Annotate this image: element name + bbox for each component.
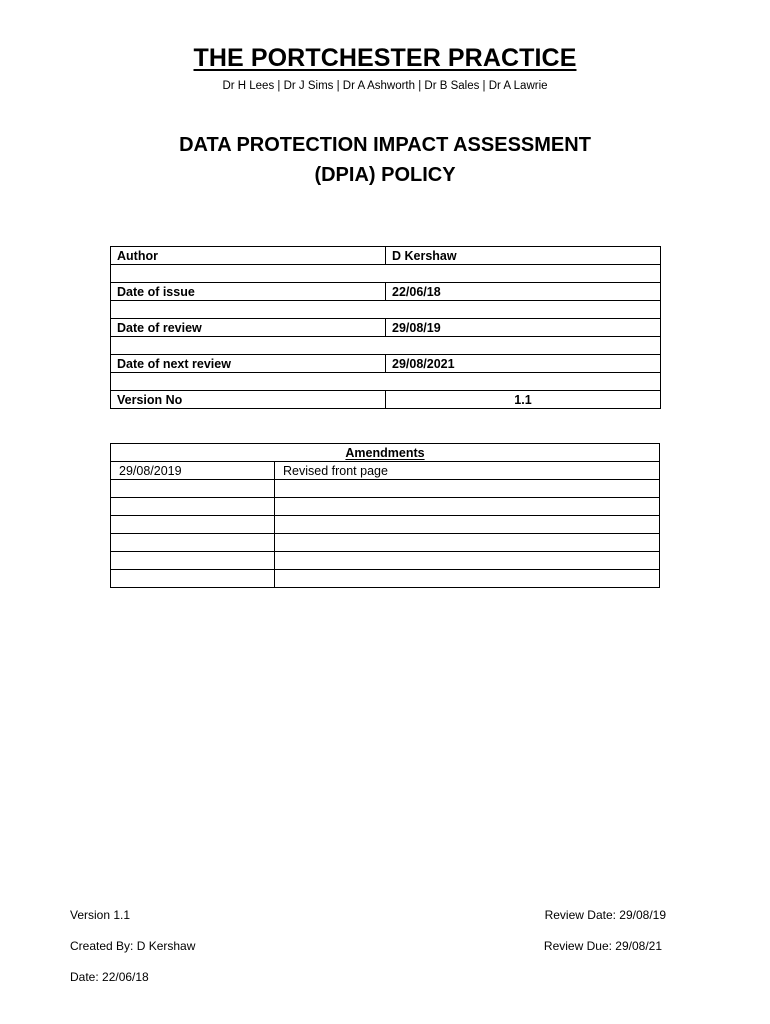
amendment-description: [275, 480, 660, 498]
spacer-row: [111, 373, 661, 391]
amendment-date: [111, 498, 275, 516]
review-date-value: 29/08/19: [386, 319, 661, 337]
amendment-description: [275, 498, 660, 516]
amendment-row: [111, 462, 660, 480]
practice-name: THE PORTCHESTER PRACTICE: [193, 44, 577, 72]
review-date-label: Date of review: [111, 319, 386, 337]
spacer-row: [111, 337, 661, 355]
amendment-date: [111, 480, 275, 498]
next-review-row: [111, 355, 661, 373]
amendments-heading: Amendments: [111, 444, 660, 462]
spacer-row: [111, 301, 661, 319]
amendment-description: [275, 570, 660, 588]
next-review-label: Date of next review: [111, 355, 386, 373]
amendment-date: [111, 570, 275, 588]
amendment-row: [111, 552, 660, 570]
author-label: Author: [111, 247, 386, 265]
amendment-row: [111, 570, 660, 588]
issue-date-row: [111, 283, 661, 301]
amendments-heading-row: [111, 444, 660, 462]
document-title-line-2: (DPIA) POLICY: [314, 164, 456, 186]
amendment-row: [111, 516, 660, 534]
amendment-date: [111, 516, 275, 534]
document-title: [0, 130, 770, 190]
amendment-row: [111, 498, 660, 516]
issue-date-label: Date of issue: [111, 283, 386, 301]
document-info-table: [110, 246, 661, 409]
issue-date-value: 22/06/18: [386, 283, 661, 301]
version-label: Version No: [111, 391, 386, 409]
amendment-date: 29/08/2019: [111, 462, 275, 480]
footer-review-due: Review Due: 29/08/21: [543, 939, 662, 953]
footer-date: Date: 22/06/18: [70, 970, 149, 984]
spacer-row: [111, 265, 661, 283]
amendment-row: [111, 480, 660, 498]
amendment-date: [111, 534, 275, 552]
amendment-date: [111, 552, 275, 570]
footer-created-by: Created By: D Kershaw: [70, 939, 196, 953]
amendment-description: [275, 516, 660, 534]
next-review-value: 29/08/2021: [386, 355, 661, 373]
version-row: [111, 391, 661, 409]
author-value: D Kershaw: [386, 247, 661, 265]
review-date-row: [111, 319, 661, 337]
amendment-row: [111, 534, 660, 552]
doctors-list: Dr H Lees | Dr J Sims | Dr A Ashworth | Dr B Sales | Dr A Lawrie: [222, 80, 548, 92]
author-row: [111, 247, 661, 265]
document-title-line-1: DATA PROTECTION IMPACT ASSESSMENT: [179, 134, 591, 156]
amendment-description: [275, 552, 660, 570]
amendment-description: [275, 534, 660, 552]
amendment-description: Revised front page: [275, 462, 660, 480]
amendments-table: [110, 443, 660, 588]
footer-review-date: Review Date: 29/08/19: [544, 908, 666, 922]
footer-version: Version 1.1: [70, 908, 131, 922]
version-value: 1.1: [386, 391, 661, 409]
